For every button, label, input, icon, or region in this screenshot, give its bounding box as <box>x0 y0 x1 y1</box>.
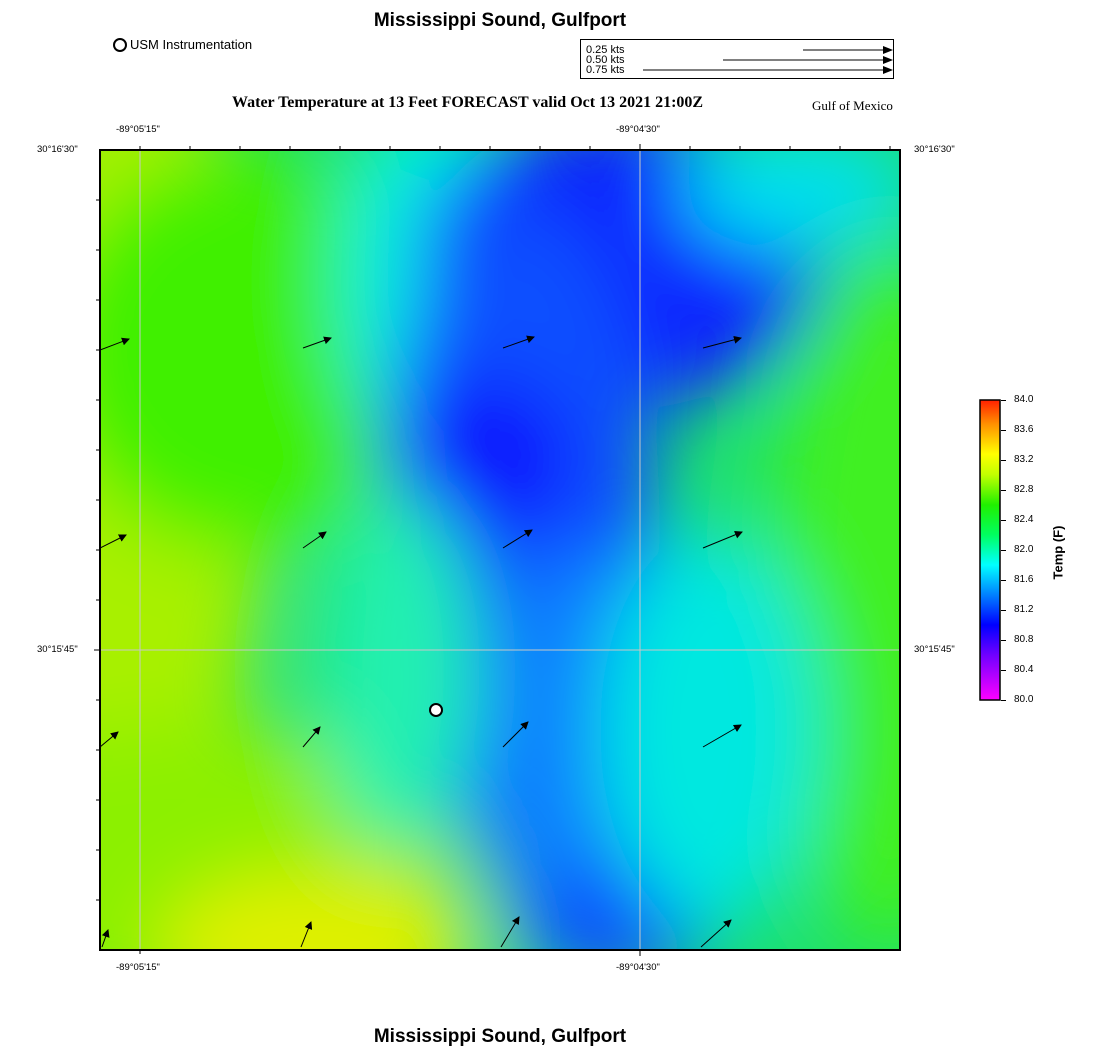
colorbar-tick-mark <box>1001 460 1006 461</box>
top-tick-lon-2: -89°04'30" <box>616 124 660 135</box>
colorbar-tick-label: 82.0 <box>1014 544 1034 555</box>
colorbar-tick-mark <box>1001 700 1006 701</box>
current-speed-legend <box>580 39 894 79</box>
page-title: Mississippi Sound, Gulfport <box>373 10 627 31</box>
colorbar-tick-mark <box>1001 610 1006 611</box>
colorbar-tick-mark <box>1001 550 1006 551</box>
colorbar-tick-mark <box>1001 400 1006 401</box>
region-label: Gulf of Mexico <box>812 98 893 113</box>
colorbar-tick-mark <box>1001 520 1006 521</box>
station-marker-icon <box>113 38 127 52</box>
speed-label-050: 0.50 kts <box>586 54 625 66</box>
footer-title: Mississippi Sound, Gulfport <box>373 1026 627 1047</box>
colorbar-tick-mark <box>1001 430 1006 431</box>
colorbar-label: Temp (F) <box>1050 525 1066 580</box>
speed-legend-arrows <box>581 40 895 80</box>
colorbar-tick-label: 81.6 <box>1014 574 1034 585</box>
colorbar-tick-label: 81.2 <box>1014 604 1034 615</box>
colorbar-tick-label: 84.0 <box>1014 394 1034 405</box>
speed-label-025: 0.25 kts <box>586 44 625 56</box>
station-legend <box>113 37 252 52</box>
colorbar-tick-label: 80.8 <box>1014 634 1034 645</box>
frame-ticks <box>90 140 910 960</box>
colorbar-tick-mark <box>1001 490 1006 491</box>
right-tick-lat-1: 30°16'30" <box>914 144 955 155</box>
bottom-tick-lon-1: -89°05'15" <box>116 962 160 973</box>
station-legend-label: USM Instrumentation <box>130 37 253 52</box>
colorbar <box>978 398 1002 702</box>
bottom-tick-lon-2: -89°04'30" <box>616 962 660 973</box>
right-tick-lat-2: 30°15'45" <box>914 644 955 655</box>
colorbar-tick-label: 82.8 <box>1014 484 1034 495</box>
top-tick-lon-1: -89°05'15" <box>116 124 160 135</box>
left-tick-lat-2: 30°15'45" <box>37 644 78 655</box>
colorbar-tick-mark <box>1001 580 1006 581</box>
colorbar-tick-label: 83.2 <box>1014 454 1034 465</box>
colorbar-tick-label: 83.6 <box>1014 424 1034 435</box>
map-title: Water Temperature at 13 Feet FORECAST valid Oct 13 2021 21:00Z <box>232 94 704 111</box>
colorbar-tick-mark <box>1001 640 1006 641</box>
colorbar-tick-label: 80.4 <box>1014 664 1034 675</box>
colorbar-tick-label: 82.4 <box>1014 514 1034 525</box>
colorbar-tick-label: 80.0 <box>1014 694 1034 705</box>
colorbar-tick-mark <box>1001 670 1006 671</box>
speed-label-075: 0.75 kts <box>586 64 625 76</box>
left-tick-lat-1: 30°16'30" <box>37 144 78 155</box>
